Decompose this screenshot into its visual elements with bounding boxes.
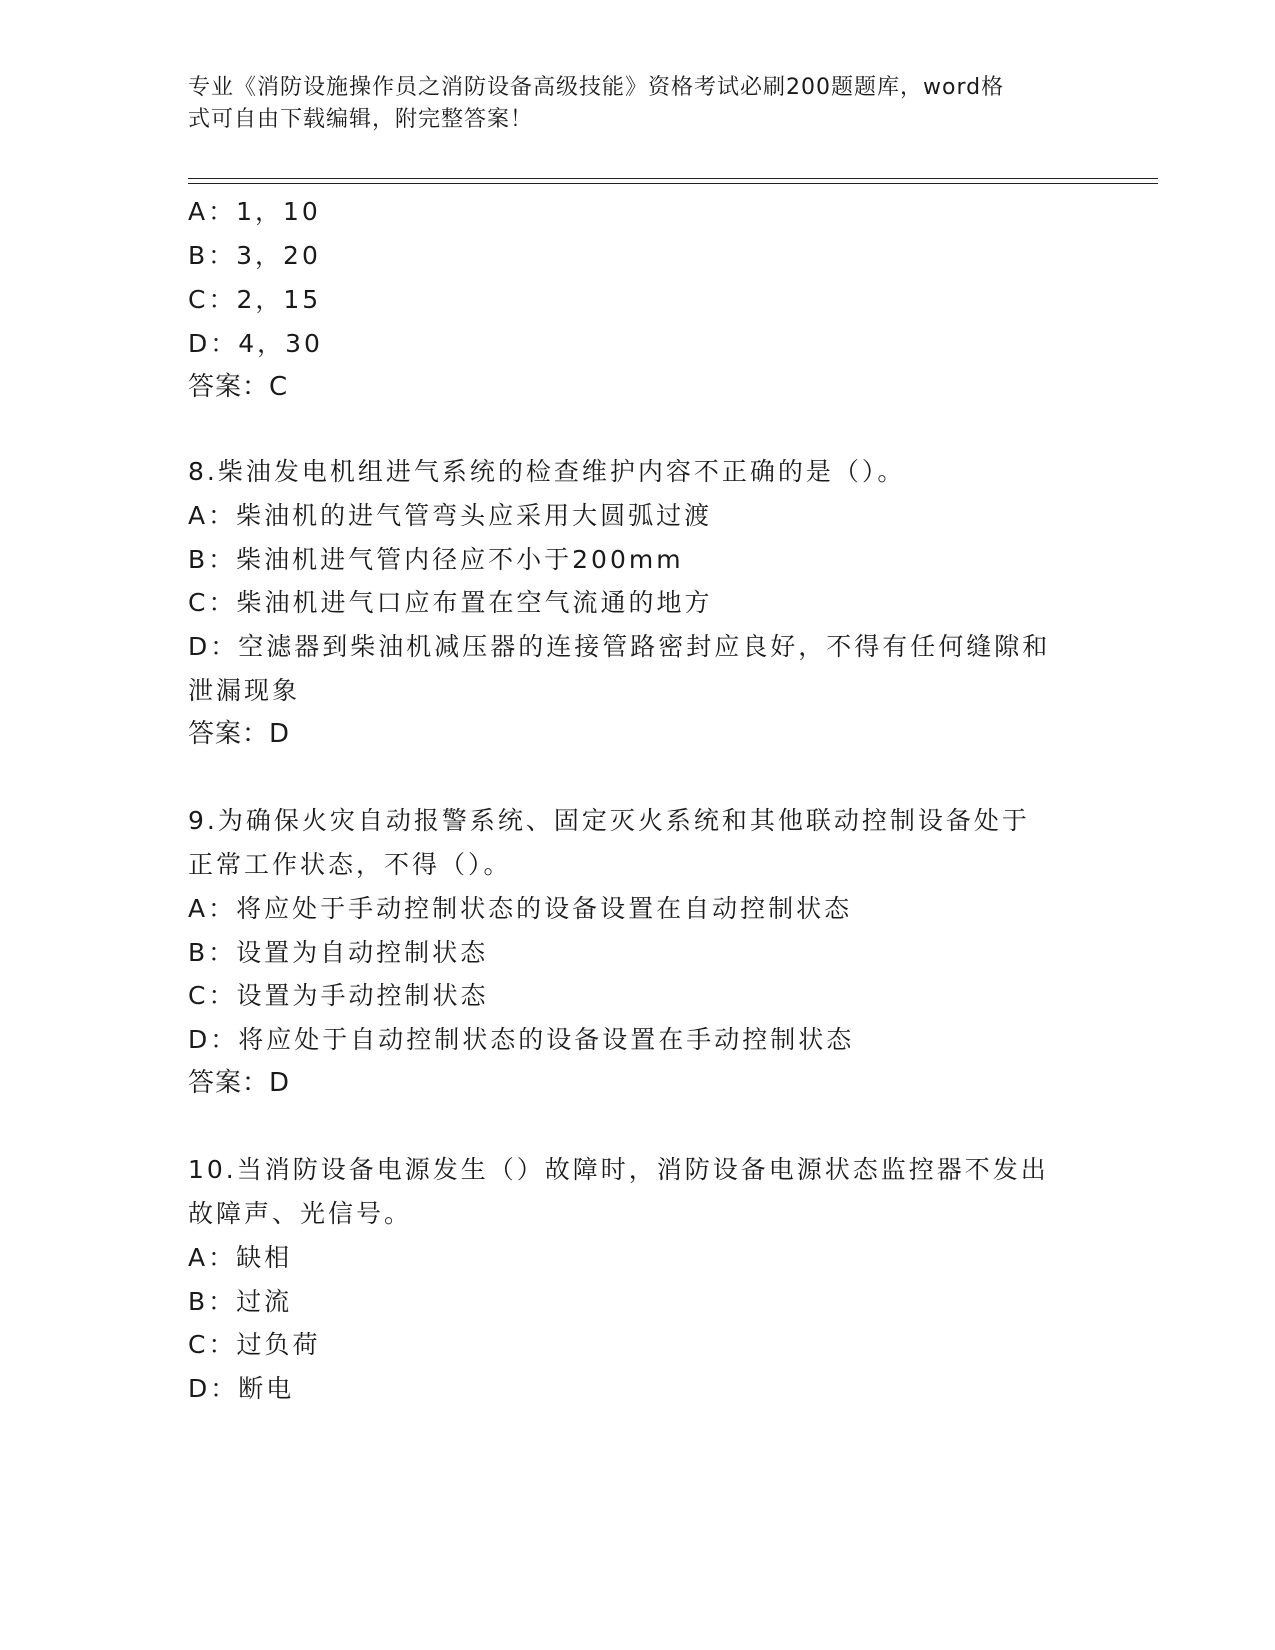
q9-option-a: A：将应处于手动控制状态的设备设置在自动控制状态	[188, 894, 853, 923]
q8-answer: 答案：D	[188, 719, 291, 749]
q8-option-a: A：柴油机的进气管弯头应采用大圆弧过渡	[188, 501, 713, 530]
header-divider-bottom	[188, 183, 1158, 184]
q8-option-c: C：柴油机进气口应布置在空气流通的地方	[188, 588, 713, 617]
q10-stem-line-1: 10.当消防设备电源发生（）故障时，消防设备电源状态监控器不发出	[188, 1155, 1049, 1184]
q9-answer: 答案：D	[188, 1068, 291, 1098]
q10-option-d: D：断电	[188, 1374, 295, 1403]
q7-answer: 答案：C	[188, 372, 289, 402]
q9-option-b: B：设置为自动控制状态	[188, 938, 489, 967]
q8-option-d-cont: 泄漏现象	[188, 676, 301, 705]
q8-option-d: D：空滤器到柴油机减压器的连接管路密封应良好，不得有任何缝隙和	[188, 632, 1051, 661]
q9-stem-line-2: 正常工作状态，不得（）。	[188, 850, 512, 879]
q7-option-b: B：3，20	[188, 241, 321, 270]
q7-option-d: D：4，30	[188, 329, 323, 358]
q8-stem: 8.柴油发电机组进气系统的检查维护内容不正确的是（）。	[188, 457, 906, 486]
q10-stem-line-2: 故障声、光信号。	[188, 1199, 413, 1228]
q9-option-c: C：设置为手动控制状态	[188, 981, 489, 1010]
q10-option-b: B：过流	[188, 1287, 293, 1316]
q7-option-c: C：2，15	[188, 285, 322, 314]
q9-option-d: D：将应处于自动控制状态的设备设置在手动控制状态	[188, 1025, 855, 1054]
document-header	[188, 72, 1068, 136]
header-divider-top	[188, 178, 1158, 179]
q7-option-a: A：1，10	[188, 197, 321, 226]
q8-option-b: B：柴油机进气管内径应不小于200mm	[188, 545, 684, 574]
q9-stem-line-1: 9.为确保火灾自动报警系统、固定灭火系统和其他联动控制设备处于	[188, 806, 1030, 835]
header-line-1: 专业《消防设施操作员之消防设备高级技能》资格考试必刷200题题库，word格	[188, 75, 1005, 100]
header-line-2: 式可自由下载编辑，附完整答案！	[188, 107, 534, 132]
q10-option-c: C：过负荷	[188, 1330, 321, 1359]
q10-option-a: A：缺相	[188, 1243, 293, 1272]
